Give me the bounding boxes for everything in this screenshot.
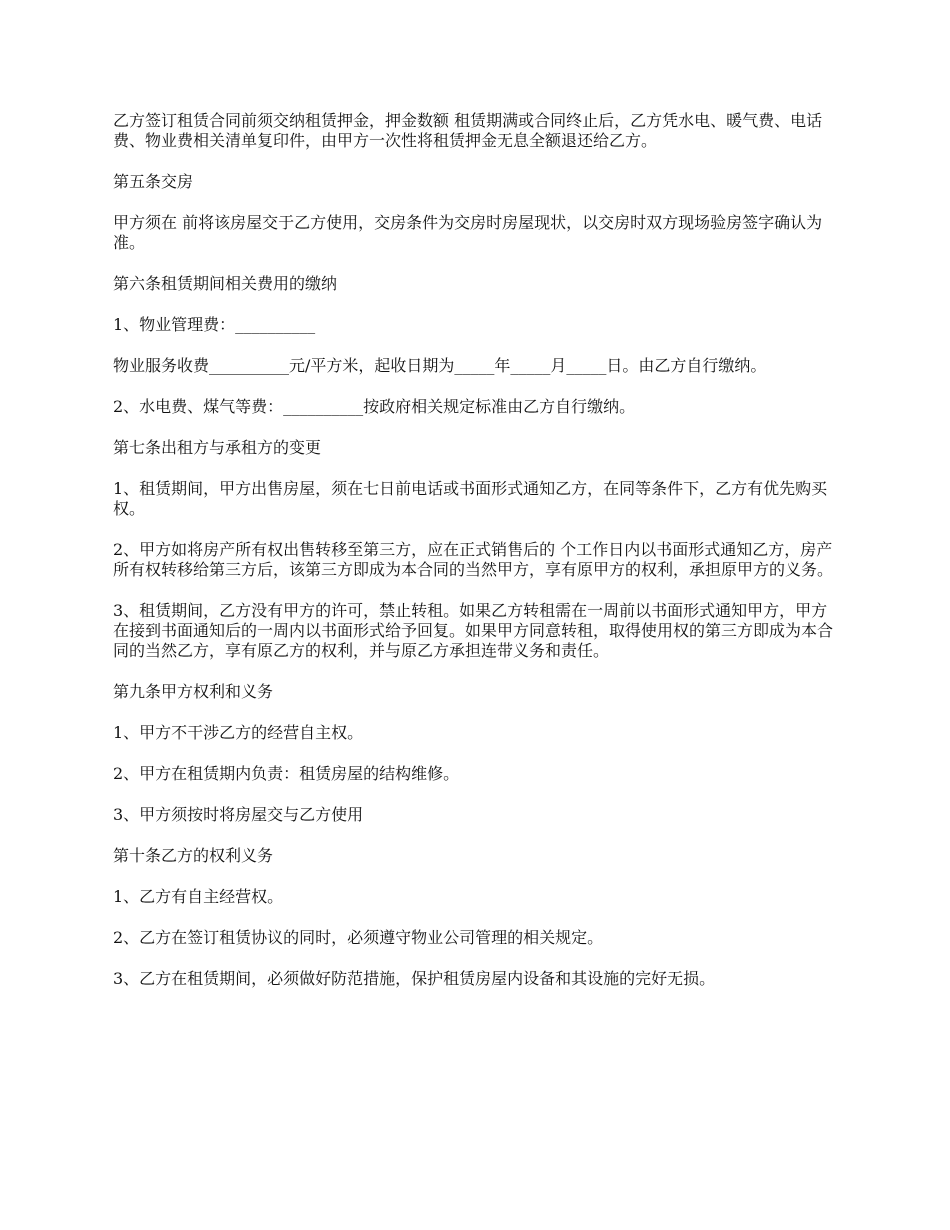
heading-article-6: 第六条租赁期间相关费用的缴纳 (113, 274, 338, 293)
paragraph-handover: 甲方须在 前将该房屋交于乙方使用，交房条件为交房时房屋现状，以交房时双方现场验房签字确认为准。 (113, 213, 823, 252)
paragraph-utilities: 2、水电费、煤气等费：__________按政府相关规定标准由乙方自行缴纳。 (113, 397, 636, 416)
document-page (113, 111, 843, 1010)
paragraph-party-a-right-3: 3、甲方须按时将房屋交与乙方使用 (113, 805, 364, 824)
paragraph-party-a-right-2: 2、甲方在租赁期内负责：租赁房屋的结构维修。 (113, 764, 460, 783)
heading-article-5: 第五条交房 (113, 172, 194, 191)
paragraph-sale-notice: 1、租赁期间，甲方出售房屋，须在七日前电话或书面形式通知乙方，在同等条件下，乙方有优先购买权。 (113, 479, 828, 518)
paragraph-deposit: 乙方签订租赁合同前须交纳租赁押金，押金数额 租赁期满或合同终止后，乙方凭水电、暖气费、电话费、物业费相关清单复印件，由甲方一次性将租赁押金无息全额退还给乙方。 (113, 111, 823, 150)
paragraph-party-a-right-1: 1、甲方不干涉乙方的经营自主权。 (113, 723, 364, 742)
paragraph-ownership-transfer: 2、甲方如将房产所有权出售转移至第三方，应在正式销售后的 个工作日内以书面形式通知乙方，房产所有权转移给第三方后，该第三方即成为本合同的当然甲方，享有原甲方的权利，承担原甲方的义务。 (113, 540, 834, 579)
paragraph-property-fee: 1、物业管理费：__________ (113, 315, 316, 334)
heading-article-9: 第九条甲方权利和义务 (113, 682, 274, 701)
paragraph-party-b-right-1: 1、乙方有自主经营权。 (113, 887, 284, 906)
heading-article-7: 第七条出租方与承租方的变更 (113, 438, 322, 457)
paragraph-sublease: 3、租赁期间，乙方没有甲方的许可，禁止转租。如果乙方转租需在一周前以书面形式通知甲方，甲方在接到书面通知后的一周内以书面形式给予回复。如果甲方同意转租，取得使用权的第三方即成为本合同的当然乙方，享有原乙方的权利，并与原乙方承担连带义务和责任。 (113, 601, 834, 660)
heading-article-10: 第十条乙方的权利义务 (113, 846, 274, 865)
paragraph-party-b-right-3: 3、乙方在租赁期间，必须做好防范措施，保护租赁房屋内设备和其设施的完好无损。 (113, 969, 716, 988)
paragraph-service-charge: 物业服务收费__________元/平方米，起收日期为_____年_____月_____日。由乙方自行缴纳。 (113, 356, 767, 375)
paragraph-party-b-right-2: 2、乙方在签订租赁协议的同时，必须遵守物业公司管理的相关规定。 (113, 928, 604, 947)
